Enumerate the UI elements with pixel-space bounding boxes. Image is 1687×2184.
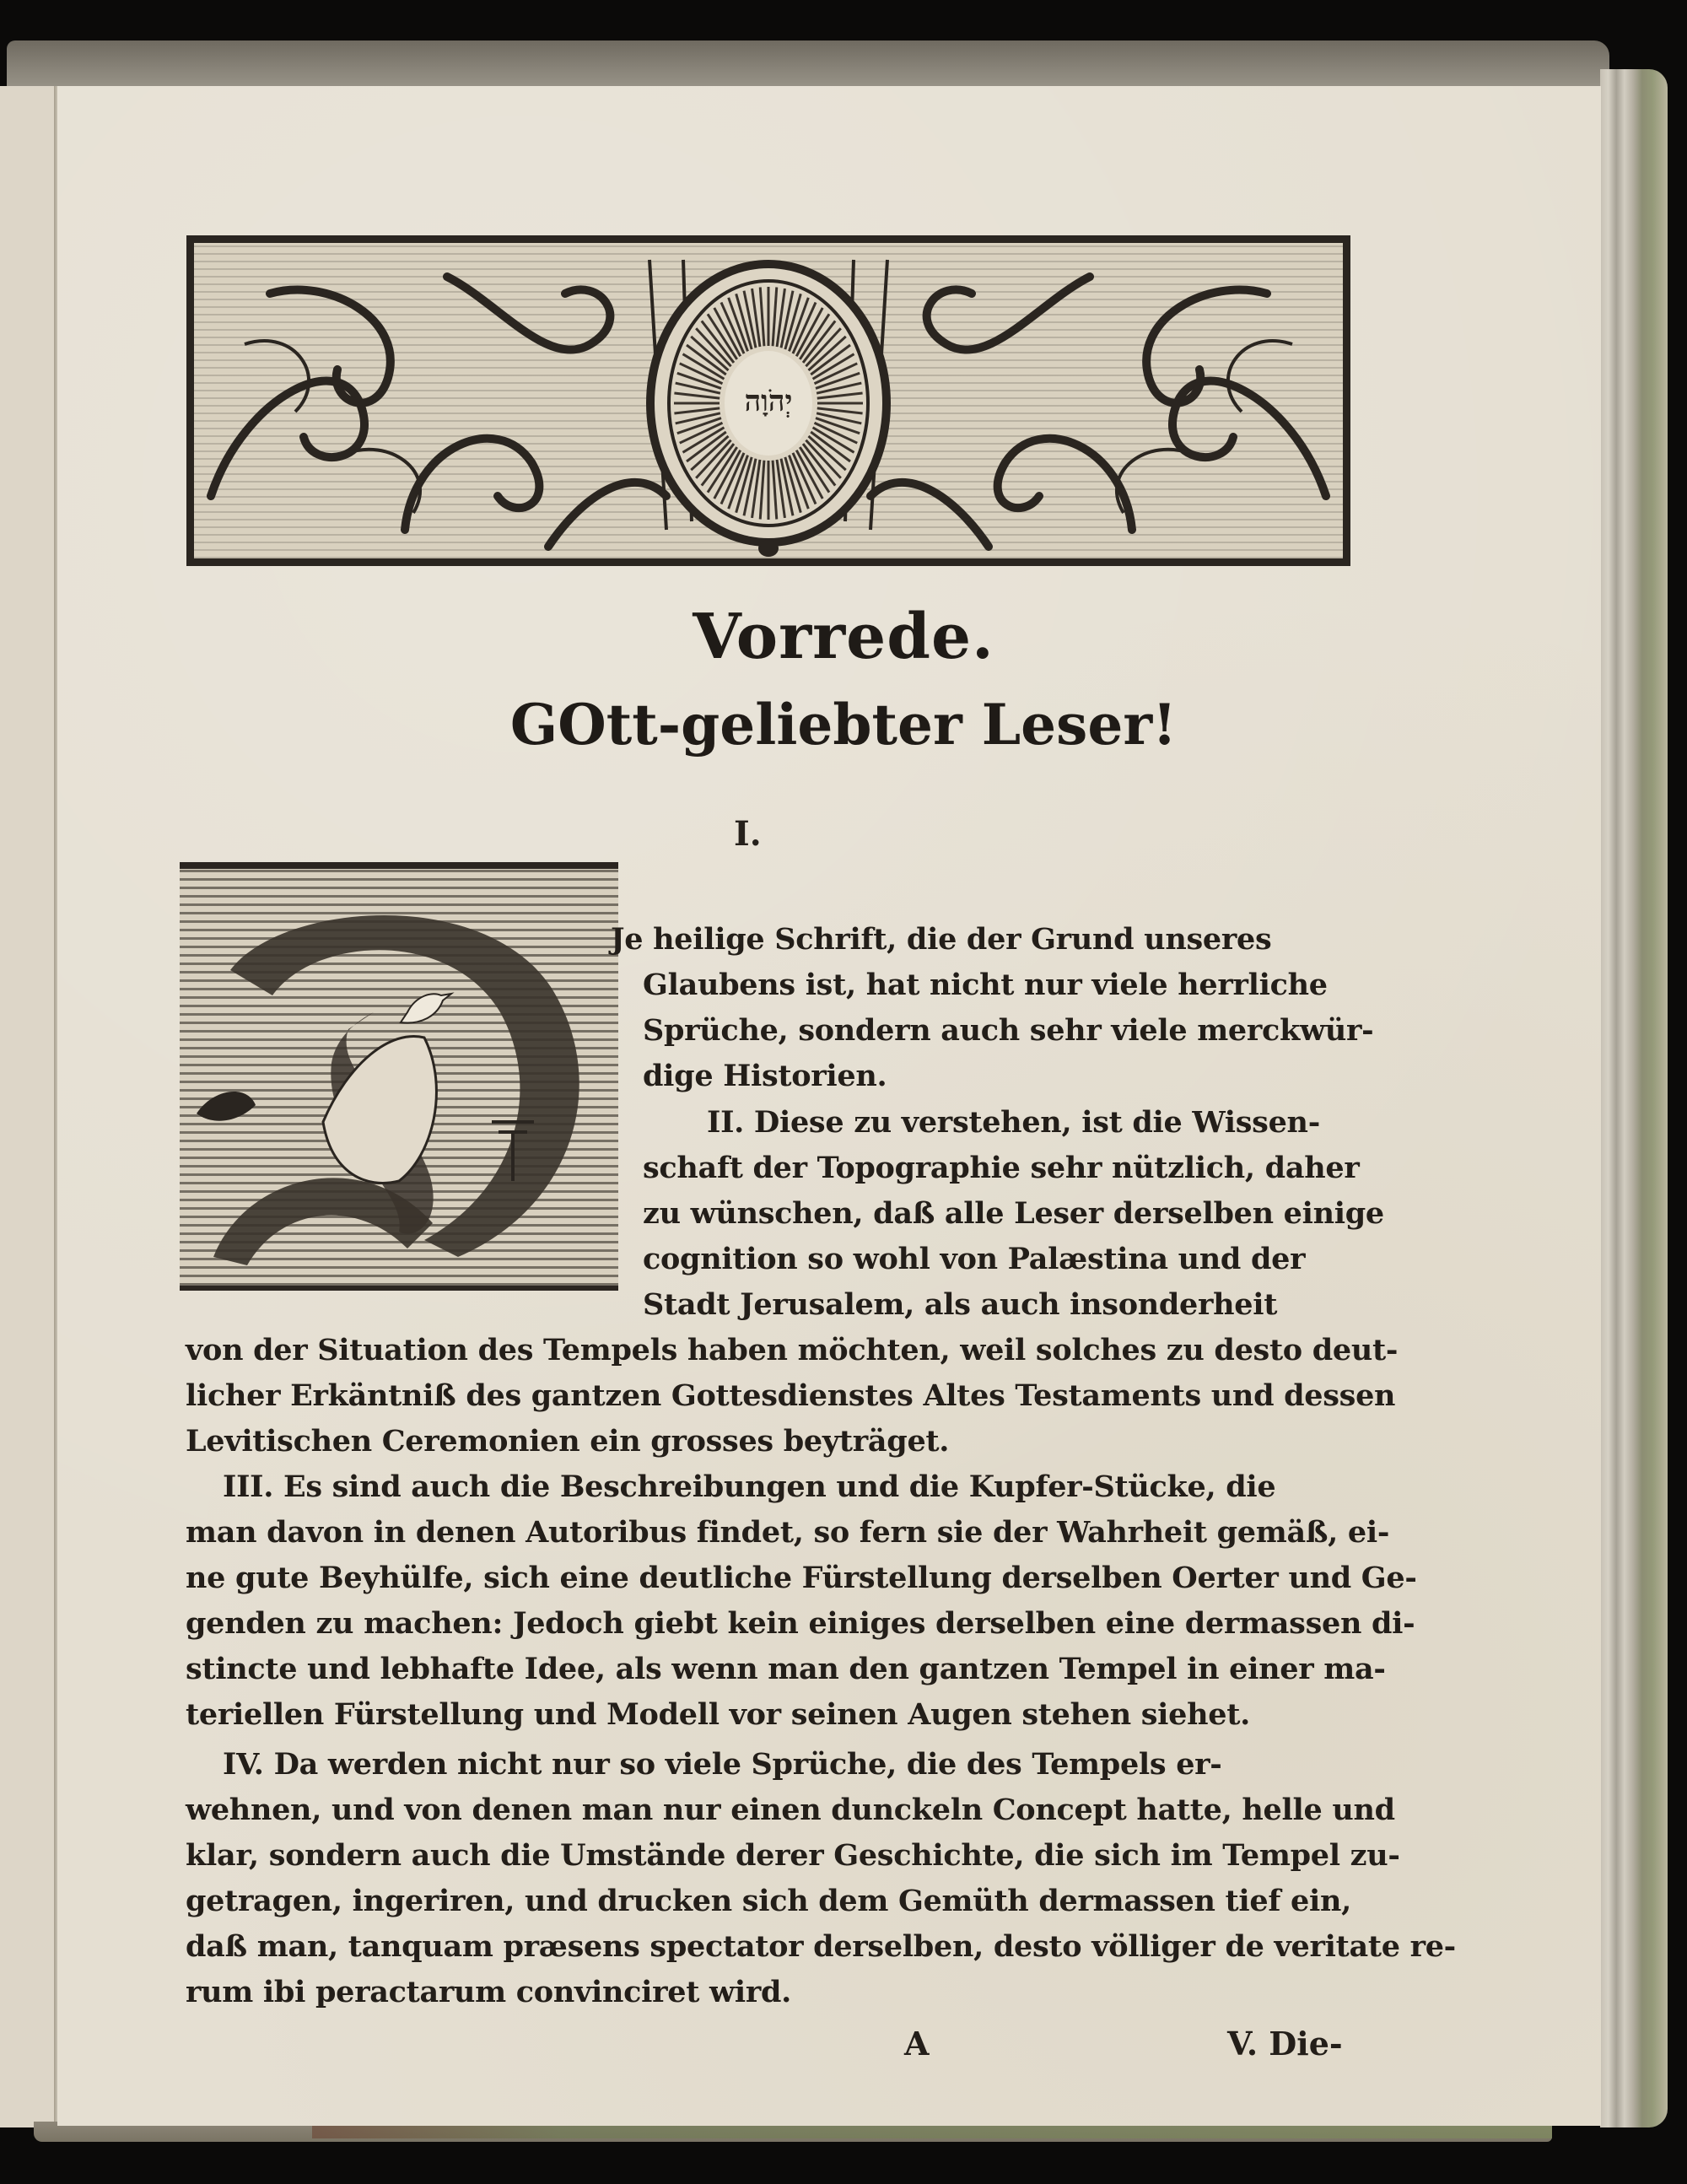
text-line: licher Erkäntniß des gantzen Gottesdienstes Altes Testaments und dessen: [186, 1378, 1396, 1413]
signature-mark: A: [904, 2025, 930, 2063]
section-number-1: I.: [734, 814, 762, 854]
book-cover-top-edge: [7, 40, 1609, 91]
text-line: daß man, tanquam præsens spectator derselben, desto völliger de veritate re-: [186, 1929, 1456, 1964]
text-line: schaft der Topographie sehr nützlich, daher: [643, 1151, 1360, 1185]
text-line: stincte und lebhafte Idee, als wenn man den gantzen Tempel in einer ma-: [186, 1652, 1386, 1686]
text-line: cognition so wohl von Palæstina und der: [643, 1242, 1306, 1276]
text-line: Glaubens ist, hat nicht nur viele herrliche: [643, 968, 1328, 1002]
text-line: Sprüche, sondern auch sehr viele merckwür-: [643, 1013, 1374, 1048]
acanthus-ornament-icon: [194, 243, 1343, 558]
text-line: zu wünschen, daß alle Leser derselben einige: [643, 1196, 1384, 1231]
text-line: Je heilige Schrift, die der Grund unseres: [611, 922, 1272, 957]
text-line: II. Diese zu verstehen, ist die Wissen-: [707, 1105, 1320, 1140]
text-line: klar, sondern auch die Umstände derer Geschichte, die sich im Tempel zu-: [186, 1838, 1400, 1873]
catchword: V. Die-: [1227, 2025, 1343, 2063]
text-line: Levitischen Ceremonien ein grosses beyträget.: [186, 1424, 950, 1459]
text-line: teriellen Fürstellung und Modell vor seinen Augen stehen siehet.: [186, 1697, 1251, 1732]
text-line: man davon in denen Autoribus findet, so fern sie der Wahrheit gemäß, ei-: [186, 1515, 1390, 1550]
initial-letter-d-icon: [180, 869, 618, 1286]
text-line: wehnen, und von denen man nur einen dunckeln Concept hatte, helle und: [186, 1793, 1395, 1827]
text-line: Stadt Jerusalem, als auch insonderheit: [643, 1287, 1278, 1322]
facing-page-edge: [0, 86, 56, 2127]
page-fore-edge: [1600, 69, 1668, 2127]
medallion-hebrew-text: יְהֹוָה: [744, 385, 793, 418]
headpiece-ornament: [186, 235, 1350, 566]
decorated-initial: [180, 862, 618, 1291]
text-line: genden zu machen: Jedoch giebt kein einiges derselben eine dermassen di-: [186, 1606, 1415, 1641]
text-line: von der Situation des Tempels haben möchten, weil solches zu desto deut-: [186, 1333, 1399, 1367]
page-subtitle: GOtt-geliebter Leser!: [509, 692, 1178, 758]
text-line: III. Es sind auch die Beschreibungen und die Kupfer-Stücke, die: [223, 1469, 1276, 1504]
text-line: ne gute Beyhülfe, sich eine deutliche Fürstellung derselben Oerter und Ge-: [186, 1561, 1417, 1595]
text-line: rum ibi peractarum convinciret wird.: [186, 1975, 792, 2009]
text-line: dige Historien.: [643, 1059, 887, 1093]
text-line: IV. Da werden nicht nur so viele Sprüche, die des Tempels er-: [223, 1747, 1222, 1782]
text-line: getragen, ingeriren, und drucken sich dem Gemüth dermassen tief ein,: [186, 1884, 1352, 1918]
page-title: Vorrede.: [693, 601, 994, 673]
